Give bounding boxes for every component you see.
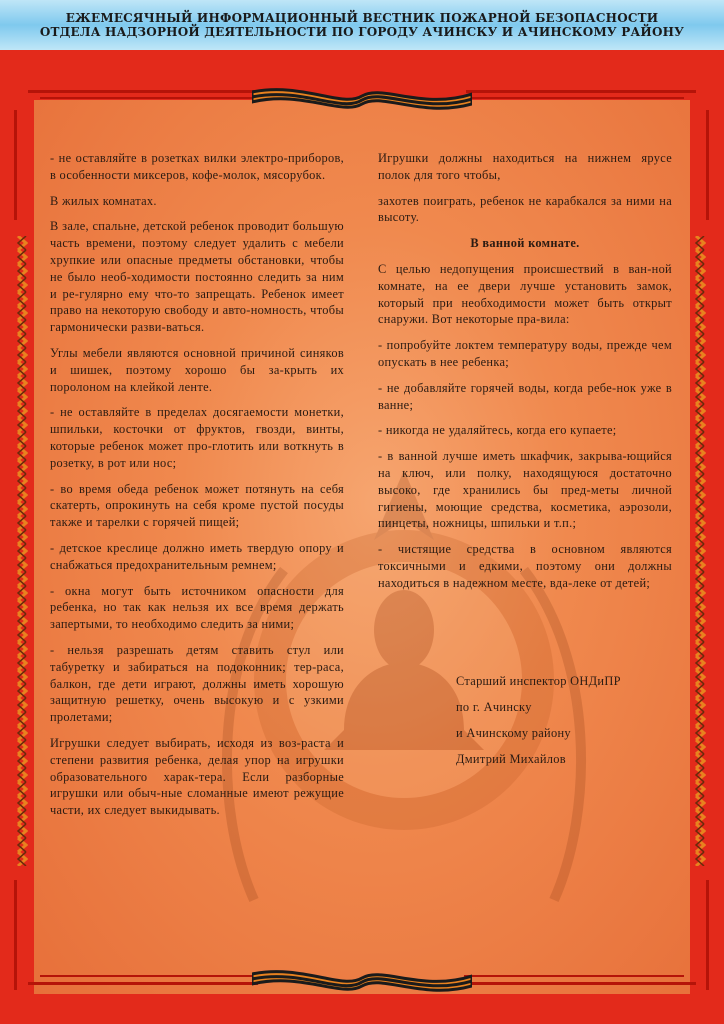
right-text-column — [378, 150, 672, 601]
paragraph: - попробуйте локтем температуру воды, прежде чем опускать в нее ребенка; — [378, 338, 672, 369]
left-ribbon-chain-icon — [16, 236, 28, 866]
right-vertical-rule — [706, 110, 709, 220]
header-title-line-1: ЕЖЕМЕСЯЧНЫЙ ИНФОРМАЦИОННЫЙ ВЕСТНИК ПОЖАРНОЙ БЕЗОПАСНОСТИ — [65, 11, 659, 25]
top-rule-right — [466, 90, 696, 93]
signature-position: Старший инспектор ОНДиПР — [456, 674, 621, 688]
left-vertical-rule — [14, 110, 17, 220]
bottom-rule-inner-right — [464, 975, 684, 977]
paragraph: Игрушки должны находиться на нижнем ярусе полок для того чтобы, — [378, 151, 672, 182]
paragraph: - никогда не удаляйтесь, когда его купаете; — [378, 423, 617, 438]
section-heading-living-rooms: В жилых комнатах. — [50, 193, 157, 208]
bottom-rule-inner-left — [40, 975, 260, 977]
paragraph: С целью недопущения происшествий в ван-ной комнате, на ее двери лучше установить замок, который при необходимости может быть открыт снаружи. Вот некоторые пра-вила: — [378, 261, 672, 327]
paragraph: - детское креслице должно иметь твердую опору и снабжаться предохранительным ремнем; — [50, 540, 344, 572]
paragraph: - не оставляйте в розетках вилки электро-приборов, в особенности миксеров, кофе-молок, мясорубок. — [50, 151, 344, 182]
bottom-rule-left — [28, 982, 258, 985]
paragraph: - не оставляйте в пределах досягаемости монетки, шпильки, косточки от фруктов, гвозди, винты, которые ребенок может про-глотить или воткнуть в розетку, в рот или нос; — [50, 405, 344, 470]
paragraph: - окна могут быть источником опасности для ребенка, но так как нельзя их все время держать запертыми, то необходимо следить за ними; — [50, 583, 344, 632]
paragraph: Углы мебели являются основной причиной синяков и шишек, поэтому хорошо бы за-крыть их поролоном на клейкой ленте. — [50, 345, 344, 394]
right-vertical-rule-bottom — [706, 880, 709, 990]
paragraph: - чистящие средства в основном являются токсичными и едкими, поэтому они должны находиться в надежном месте, вда-леке от детей; — [378, 542, 672, 590]
st-george-ribbon-top-icon — [252, 82, 472, 112]
signature-name: Дмитрий Михайлов — [456, 752, 566, 766]
section-heading-bathroom: В ванной комнате. — [470, 236, 580, 251]
top-rule-left — [28, 90, 258, 93]
paragraph: - во время обеда ребенок может потянуть на себя скатерть, опрокинуть на себя кроме пустой посуды также и тарелки с горячей пищей; — [50, 481, 344, 530]
st-george-ribbon-bottom-icon — [252, 964, 472, 994]
left-vertical-rule-bottom — [14, 880, 17, 990]
author-signature — [456, 668, 621, 772]
header-title-line-2: ОТДЕЛА НАДЗОРНОЙ ДЕЯТЕЛЬНОСТИ ПО ГОРОДУ АЧИНСКУ И АЧИНСКОМУ РАЙОНУ — [39, 25, 685, 39]
right-ribbon-chain-icon — [694, 236, 706, 866]
paragraph: Игрушки следует выбирать, исходя из воз-раста и степени развития ребенка, делая упор на игрушки образовательного харак-тера. Если разборные игрушки или обыч-ные сломанные имеют режущие части, их следует выкидывать. — [50, 735, 344, 818]
left-text-column — [50, 150, 344, 828]
paragraph: - не добавляйте горячей воды, когда ребе-нок уже в ванне; — [378, 380, 672, 412]
top-rule-inner-right — [464, 97, 684, 99]
paragraph: - нельзя разрешать детям ставить стул или табуретку и забираться на подоконник; тер-раса, балкон, где дети играют, должны иметь хорошую защитную решетку, очень высокую и с узкими пролетами; — [50, 642, 344, 725]
paragraph: В зале, спальне, детской ребенок проводит большую часть времени, поэтому следует удалить с мебели хрупкие или опасные предметы обстановки, чтобы не было необ-ходимости постоянно следить за ним и ре-гулярно ему что-то запрещать. Ребенок имеет право на некоторую свободу и авто-номность, чтобы гармонически разви-ваться. — [50, 219, 344, 335]
paragraph: захотев поиграть, ребенок не карабкался за ними на высоту. — [378, 193, 672, 225]
signature-district: и Ачинскому району — [456, 726, 571, 740]
bulletin-header — [0, 0, 724, 50]
bottom-rule-right — [466, 982, 696, 985]
paragraph: - в ванной лучше иметь шкафчик, закрыва-ющийся на ключ, или полку, находящуюся достаточно высоко, где хранились бы пред-меты личной гигиены, моющие средства, косметика, аэрозоли, пинцеты, ножницы, шпильки и т.п.; — [378, 449, 672, 531]
signature-city: по г. Ачинску — [456, 700, 532, 714]
top-rule-inner-left — [40, 97, 260, 99]
